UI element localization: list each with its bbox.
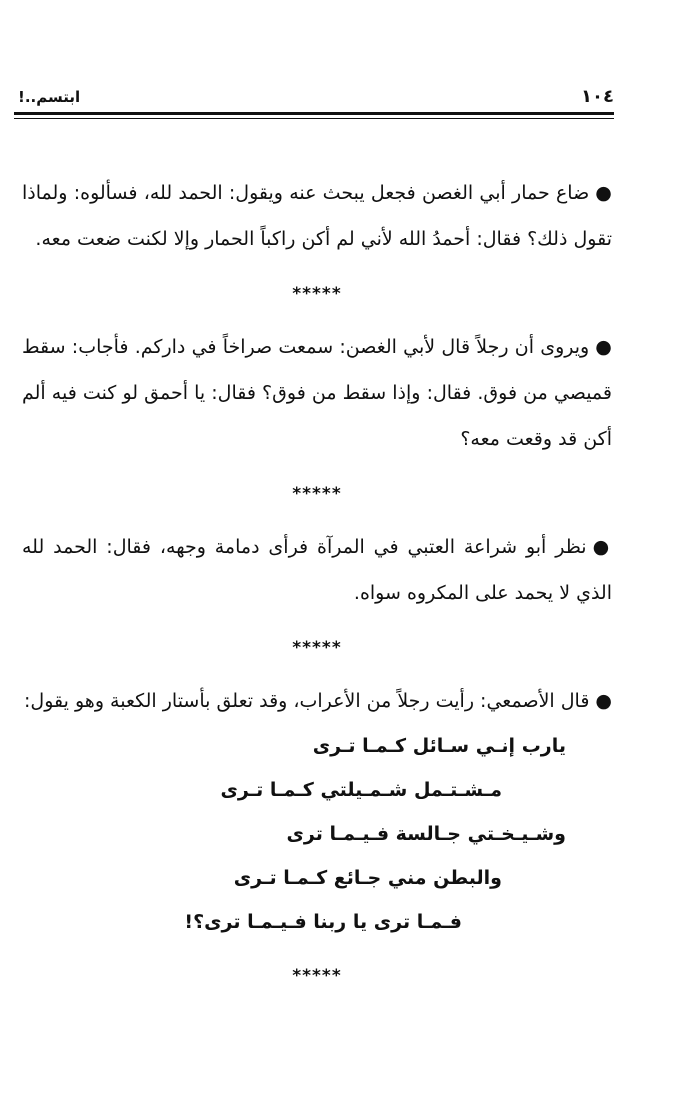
poem xyxy=(22,724,612,944)
poem-verse: يارب إنـي سـائل كـمـا تـرى xyxy=(312,735,566,757)
bullet-icon: ● xyxy=(592,536,612,558)
header-rule-thick xyxy=(14,112,614,115)
poem-verse: فـمـا ترى يا ربنا فـيـمـا ترى؟! xyxy=(184,911,462,933)
anecdote-text: ضاع حمار أبي الغصن فجعل يبحث عنه ويقول: الحمد لله، فسألوه: ولماذا تقول ذلك؟ فقال: أحمدُ الله لأني لم أكن راكباً الحمار وإلا لكنت ضعت معه. xyxy=(22,182,612,250)
anecdote-3 xyxy=(22,524,612,616)
section-separator: ***** xyxy=(292,966,342,986)
bullet-icon: ● xyxy=(595,182,612,204)
anecdote-4 xyxy=(22,678,612,724)
bullet-icon: ● xyxy=(595,336,612,358)
page-header xyxy=(14,84,614,110)
bullet-icon: ● xyxy=(595,690,612,712)
page-body xyxy=(22,170,612,1006)
poem-verse: وشـيـخـتي جـالسة فـيـمـا ترى xyxy=(286,823,566,845)
anecdote-text: قال الأصمعي: رأيت رجلاً من الأعراب، وقد تعلق بأستار الكعبة وهو يقول: xyxy=(24,690,590,712)
poem-verse: والبطن مني جـائع كـمـا تـرى xyxy=(233,867,502,889)
anecdote-2 xyxy=(22,324,612,462)
header-rule-thin xyxy=(14,118,614,119)
running-title: ابتسم..! xyxy=(18,88,81,106)
section-separator: ***** xyxy=(292,484,342,504)
anecdote-text: ويروى أن رجلاً قال لأبي الغصن: سمعت صراخاً في داركم. فأجاب: سقط قميصي من فوق. فقال: وإذا سقط من فوق؟ فقال: يا أحمق لو كنت فيه ألم أكن قد وقعت معه؟ xyxy=(22,336,612,450)
anecdote-1 xyxy=(22,170,612,262)
page-number: ١٠٤ xyxy=(581,86,614,107)
anecdote-text: نظر أبو شراعة العتبي في المرآة فرأى دمامة وجهه، فقال: الحمد لله الذي لا يحمد على المكروه سواه. xyxy=(22,536,612,604)
poem-verse: مـشـتـمل شـمـيلتي كـمـا تـرى xyxy=(220,779,502,801)
section-separator: ***** xyxy=(292,638,342,658)
section-separator: ***** xyxy=(292,284,342,304)
